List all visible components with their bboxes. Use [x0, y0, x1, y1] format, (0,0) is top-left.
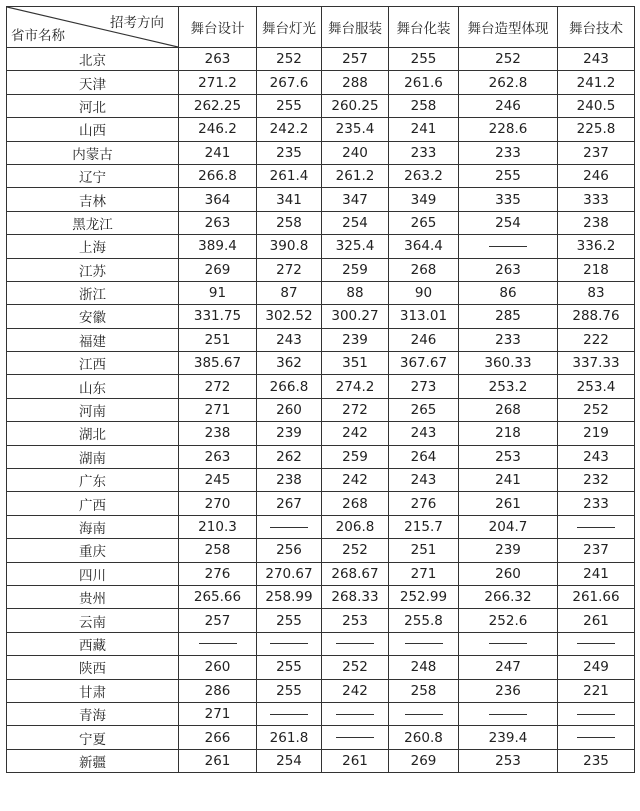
table-row	[7, 235, 635, 258]
score-cell: 261	[558, 609, 635, 632]
score-cell: 90	[389, 281, 459, 304]
score-cell: 88	[322, 281, 389, 304]
score-cell: 235	[257, 141, 322, 164]
province-cell: 湖南	[7, 445, 179, 468]
score-cell: 255	[389, 48, 459, 71]
empty-score-cell	[558, 726, 635, 749]
dash-mark	[489, 246, 527, 247]
score-cell: 286	[179, 679, 257, 702]
table-row	[7, 515, 635, 538]
dash-mark	[489, 643, 527, 644]
score-cell: 255.8	[389, 609, 459, 632]
score-cell: 300.27	[322, 305, 389, 328]
score-cell: 204.7	[459, 515, 558, 538]
score-cell: 263	[459, 258, 558, 281]
corner-bottom-label: 省市名称	[11, 28, 65, 44]
score-cell: 335	[459, 188, 558, 211]
score-cell: 268	[389, 258, 459, 281]
table-row	[7, 305, 635, 328]
score-cell: 272	[257, 258, 322, 281]
score-cell: 268.33	[322, 585, 389, 608]
score-cell: 248	[389, 656, 459, 679]
province-cell: 黑龙江	[7, 211, 179, 234]
score-cell: 228.6	[459, 118, 558, 141]
score-cell: 252	[322, 656, 389, 679]
score-cell: 258	[389, 94, 459, 117]
score-table-container	[6, 6, 634, 806]
empty-score-cell	[322, 702, 389, 725]
table-row	[7, 562, 635, 585]
province-cell: 宁夏	[7, 726, 179, 749]
dash-mark	[199, 643, 237, 644]
province-cell: 江西	[7, 352, 179, 375]
score-cell: 260	[459, 562, 558, 585]
empty-score-cell	[389, 702, 459, 725]
column-header: 舞台设计	[179, 7, 257, 48]
score-cell: 271	[389, 562, 459, 585]
score-cell: 263.2	[389, 164, 459, 187]
score-cell: 241	[389, 118, 459, 141]
empty-score-cell	[257, 702, 322, 725]
score-cell: 336.2	[558, 235, 635, 258]
score-cell: 260.8	[389, 726, 459, 749]
score-cell: 254	[257, 749, 322, 772]
dash-mark	[405, 714, 443, 715]
dash-mark	[270, 714, 308, 715]
province-cell: 内蒙古	[7, 141, 179, 164]
empty-score-cell	[257, 515, 322, 538]
score-cell: 261	[459, 492, 558, 515]
corner-top-label: 招考方向	[110, 15, 164, 31]
table-row	[7, 492, 635, 515]
score-cell: 221	[558, 679, 635, 702]
empty-score-cell	[558, 515, 635, 538]
score-cell: 240.5	[558, 94, 635, 117]
table-row	[7, 749, 635, 772]
column-header: 舞台造型体现	[459, 7, 558, 48]
score-cell: 246.2	[179, 118, 257, 141]
column-header: 舞台服装	[322, 7, 389, 48]
table-row	[7, 141, 635, 164]
empty-score-cell	[322, 632, 389, 655]
score-cell: 233	[558, 492, 635, 515]
score-cell: 261.4	[257, 164, 322, 187]
score-cell: 267.6	[257, 71, 322, 94]
table-row	[7, 726, 635, 749]
table-row	[7, 445, 635, 468]
score-cell: 252	[459, 48, 558, 71]
province-cell: 重庆	[7, 539, 179, 562]
score-cell: 239	[322, 328, 389, 351]
score-cell: 83	[558, 281, 635, 304]
table-row	[7, 422, 635, 445]
score-cell: 242	[322, 422, 389, 445]
score-cell: 235.4	[322, 118, 389, 141]
score-cell: 241	[558, 562, 635, 585]
score-cell: 260.25	[322, 94, 389, 117]
score-cell: 269	[179, 258, 257, 281]
score-cell: 251	[179, 328, 257, 351]
score-cell: 255	[257, 656, 322, 679]
province-cell: 河北	[7, 94, 179, 117]
score-cell: 261	[179, 749, 257, 772]
score-cell: 272	[179, 375, 257, 398]
province-cell: 海南	[7, 515, 179, 538]
table-row	[7, 258, 635, 281]
score-cell: 249	[558, 656, 635, 679]
score-cell: 285	[459, 305, 558, 328]
table-row	[7, 118, 635, 141]
score-cell: 263	[179, 445, 257, 468]
table-row	[7, 164, 635, 187]
header-row	[7, 7, 635, 48]
table-row	[7, 398, 635, 421]
score-cell: 245	[179, 469, 257, 492]
score-cell: 258	[179, 539, 257, 562]
empty-score-cell	[179, 632, 257, 655]
score-cell: 276	[389, 492, 459, 515]
score-cell: 243	[558, 445, 635, 468]
score-cell: 252	[558, 398, 635, 421]
score-cell: 237	[558, 539, 635, 562]
score-cell: 246	[459, 94, 558, 117]
score-cell: 225.8	[558, 118, 635, 141]
table-row	[7, 352, 635, 375]
score-cell: 270.67	[257, 562, 322, 585]
score-cell: 259	[322, 258, 389, 281]
score-cell: 273	[389, 375, 459, 398]
province-cell: 江苏	[7, 258, 179, 281]
score-cell: 331.75	[179, 305, 257, 328]
dash-mark	[336, 643, 374, 644]
score-cell: 364.4	[389, 235, 459, 258]
province-cell: 浙江	[7, 281, 179, 304]
score-cell: 349	[389, 188, 459, 211]
score-cell: 360.33	[459, 352, 558, 375]
score-cell: 261.8	[257, 726, 322, 749]
score-cell: 243	[389, 422, 459, 445]
province-cell: 北京	[7, 48, 179, 71]
score-cell: 325.4	[322, 235, 389, 258]
score-cell: 252	[257, 48, 322, 71]
score-cell: 87	[257, 281, 322, 304]
province-cell: 广东	[7, 469, 179, 492]
score-cell: 241.2	[558, 71, 635, 94]
dash-mark	[270, 643, 308, 644]
score-cell: 385.67	[179, 352, 257, 375]
score-cell: 246	[389, 328, 459, 351]
score-cell: 266.8	[257, 375, 322, 398]
score-cell: 390.8	[257, 235, 322, 258]
score-cell: 243	[389, 469, 459, 492]
score-cell: 341	[257, 188, 322, 211]
dash-mark	[405, 643, 443, 644]
score-cell: 266.8	[179, 164, 257, 187]
score-cell: 265.66	[179, 585, 257, 608]
province-cell: 云南	[7, 609, 179, 632]
score-cell: 240	[322, 141, 389, 164]
score-cell: 251	[389, 539, 459, 562]
score-cell: 265	[389, 211, 459, 234]
province-cell: 广西	[7, 492, 179, 515]
score-cell: 239	[459, 539, 558, 562]
empty-score-cell	[459, 235, 558, 258]
province-cell: 青海	[7, 702, 179, 725]
score-cell: 268	[459, 398, 558, 421]
score-cell: 239	[257, 422, 322, 445]
province-cell: 上海	[7, 235, 179, 258]
province-cell: 湖北	[7, 422, 179, 445]
score-cell: 233	[459, 141, 558, 164]
score-cell: 91	[179, 281, 257, 304]
table-row	[7, 679, 635, 702]
score-cell: 263	[179, 211, 257, 234]
table-row	[7, 585, 635, 608]
table-row	[7, 281, 635, 304]
score-cell: 242	[322, 469, 389, 492]
corner-header-cell	[7, 7, 179, 48]
table-row	[7, 656, 635, 679]
table-row	[7, 632, 635, 655]
score-cell: 254	[459, 211, 558, 234]
score-cell: 262	[257, 445, 322, 468]
province-cell: 陕西	[7, 656, 179, 679]
score-cell: 236	[459, 679, 558, 702]
province-cell: 安徽	[7, 305, 179, 328]
dash-mark	[489, 714, 527, 715]
score-cell: 266	[179, 726, 257, 749]
score-cell: 264	[389, 445, 459, 468]
score-cell: 271	[179, 702, 257, 725]
table-row	[7, 539, 635, 562]
province-cell: 山西	[7, 118, 179, 141]
score-cell: 333	[558, 188, 635, 211]
score-cell: 243	[257, 328, 322, 351]
score-cell: 313.01	[389, 305, 459, 328]
score-table	[6, 6, 635, 773]
score-cell: 255	[459, 164, 558, 187]
score-cell: 233	[389, 141, 459, 164]
empty-score-cell	[459, 702, 558, 725]
score-cell: 260	[257, 398, 322, 421]
score-cell: 232	[558, 469, 635, 492]
empty-score-cell	[257, 632, 322, 655]
score-cell: 256	[257, 539, 322, 562]
score-cell: 239.4	[459, 726, 558, 749]
score-cell: 259	[322, 445, 389, 468]
score-cell: 288	[322, 71, 389, 94]
score-cell: 389.4	[179, 235, 257, 258]
score-cell: 206.8	[322, 515, 389, 538]
score-cell: 241	[179, 141, 257, 164]
table-body	[7, 48, 635, 773]
score-cell: 257	[179, 609, 257, 632]
score-cell: 351	[322, 352, 389, 375]
dash-mark	[577, 714, 615, 715]
score-cell: 260	[179, 656, 257, 679]
table-row	[7, 48, 635, 71]
empty-score-cell	[558, 702, 635, 725]
score-cell: 364	[179, 188, 257, 211]
province-cell: 福建	[7, 328, 179, 351]
empty-score-cell	[322, 726, 389, 749]
score-cell: 288.76	[558, 305, 635, 328]
table-row	[7, 375, 635, 398]
table-row	[7, 94, 635, 117]
province-cell: 甘肃	[7, 679, 179, 702]
score-cell: 222	[558, 328, 635, 351]
score-cell: 271	[179, 398, 257, 421]
score-cell: 254	[322, 211, 389, 234]
table-row	[7, 469, 635, 492]
score-cell: 255	[257, 609, 322, 632]
score-cell: 242	[322, 679, 389, 702]
province-cell: 新疆	[7, 749, 179, 772]
score-cell: 235	[558, 749, 635, 772]
score-cell: 243	[558, 48, 635, 71]
score-cell: 274.2	[322, 375, 389, 398]
score-cell: 238	[179, 422, 257, 445]
table-row	[7, 328, 635, 351]
province-cell: 贵州	[7, 585, 179, 608]
score-cell: 233	[459, 328, 558, 351]
table-row	[7, 71, 635, 94]
dash-mark	[577, 737, 615, 738]
score-cell: 261.66	[558, 585, 635, 608]
score-cell: 261.2	[322, 164, 389, 187]
score-cell: 266.32	[459, 585, 558, 608]
score-cell: 367.67	[389, 352, 459, 375]
score-cell: 238	[257, 469, 322, 492]
score-cell: 262.8	[459, 71, 558, 94]
score-cell: 237	[558, 141, 635, 164]
score-cell: 258	[389, 679, 459, 702]
table-row	[7, 609, 635, 632]
score-cell: 337.33	[558, 352, 635, 375]
score-cell: 362	[257, 352, 322, 375]
score-cell: 261.6	[389, 71, 459, 94]
score-cell: 258.99	[257, 585, 322, 608]
score-cell: 265	[389, 398, 459, 421]
score-cell: 258	[257, 211, 322, 234]
score-cell: 241	[459, 469, 558, 492]
score-cell: 268	[322, 492, 389, 515]
province-cell: 四川	[7, 562, 179, 585]
score-cell: 219	[558, 422, 635, 445]
score-cell: 272	[322, 398, 389, 421]
score-cell: 86	[459, 281, 558, 304]
score-cell: 347	[322, 188, 389, 211]
dash-mark	[336, 737, 374, 738]
score-cell: 263	[179, 48, 257, 71]
province-cell: 西藏	[7, 632, 179, 655]
score-cell: 257	[322, 48, 389, 71]
score-cell: 218	[558, 258, 635, 281]
table-row	[7, 188, 635, 211]
table-row	[7, 702, 635, 725]
empty-score-cell	[389, 632, 459, 655]
score-cell: 252.6	[459, 609, 558, 632]
score-cell: 271.2	[179, 71, 257, 94]
dash-mark	[577, 643, 615, 644]
score-cell: 238	[558, 211, 635, 234]
score-cell: 268.67	[322, 562, 389, 585]
score-cell: 255	[257, 679, 322, 702]
score-cell: 252.99	[389, 585, 459, 608]
dash-mark	[270, 527, 308, 528]
score-cell: 276	[179, 562, 257, 585]
score-cell: 218	[459, 422, 558, 445]
empty-score-cell	[558, 632, 635, 655]
dash-mark	[577, 527, 615, 528]
score-cell: 210.3	[179, 515, 257, 538]
score-cell: 247	[459, 656, 558, 679]
province-cell: 山东	[7, 375, 179, 398]
score-cell: 252	[322, 539, 389, 562]
column-header: 舞台化装	[389, 7, 459, 48]
score-cell: 302.52	[257, 305, 322, 328]
dash-mark	[336, 714, 374, 715]
table-row	[7, 211, 635, 234]
score-cell: 270	[179, 492, 257, 515]
province-cell: 辽宁	[7, 164, 179, 187]
column-header: 舞台技术	[558, 7, 635, 48]
score-cell: 269	[389, 749, 459, 772]
score-cell: 255	[257, 94, 322, 117]
province-cell: 河南	[7, 398, 179, 421]
score-cell: 242.2	[257, 118, 322, 141]
score-cell: 253.4	[558, 375, 635, 398]
score-cell: 246	[558, 164, 635, 187]
score-cell: 253	[459, 749, 558, 772]
province-cell: 天津	[7, 71, 179, 94]
score-cell: 253.2	[459, 375, 558, 398]
province-cell: 吉林	[7, 188, 179, 211]
column-header: 舞台灯光	[257, 7, 322, 48]
score-cell: 262.25	[179, 94, 257, 117]
score-cell: 253	[322, 609, 389, 632]
score-cell: 267	[257, 492, 322, 515]
score-cell: 215.7	[389, 515, 459, 538]
score-cell: 253	[459, 445, 558, 468]
empty-score-cell	[459, 632, 558, 655]
score-cell: 261	[322, 749, 389, 772]
